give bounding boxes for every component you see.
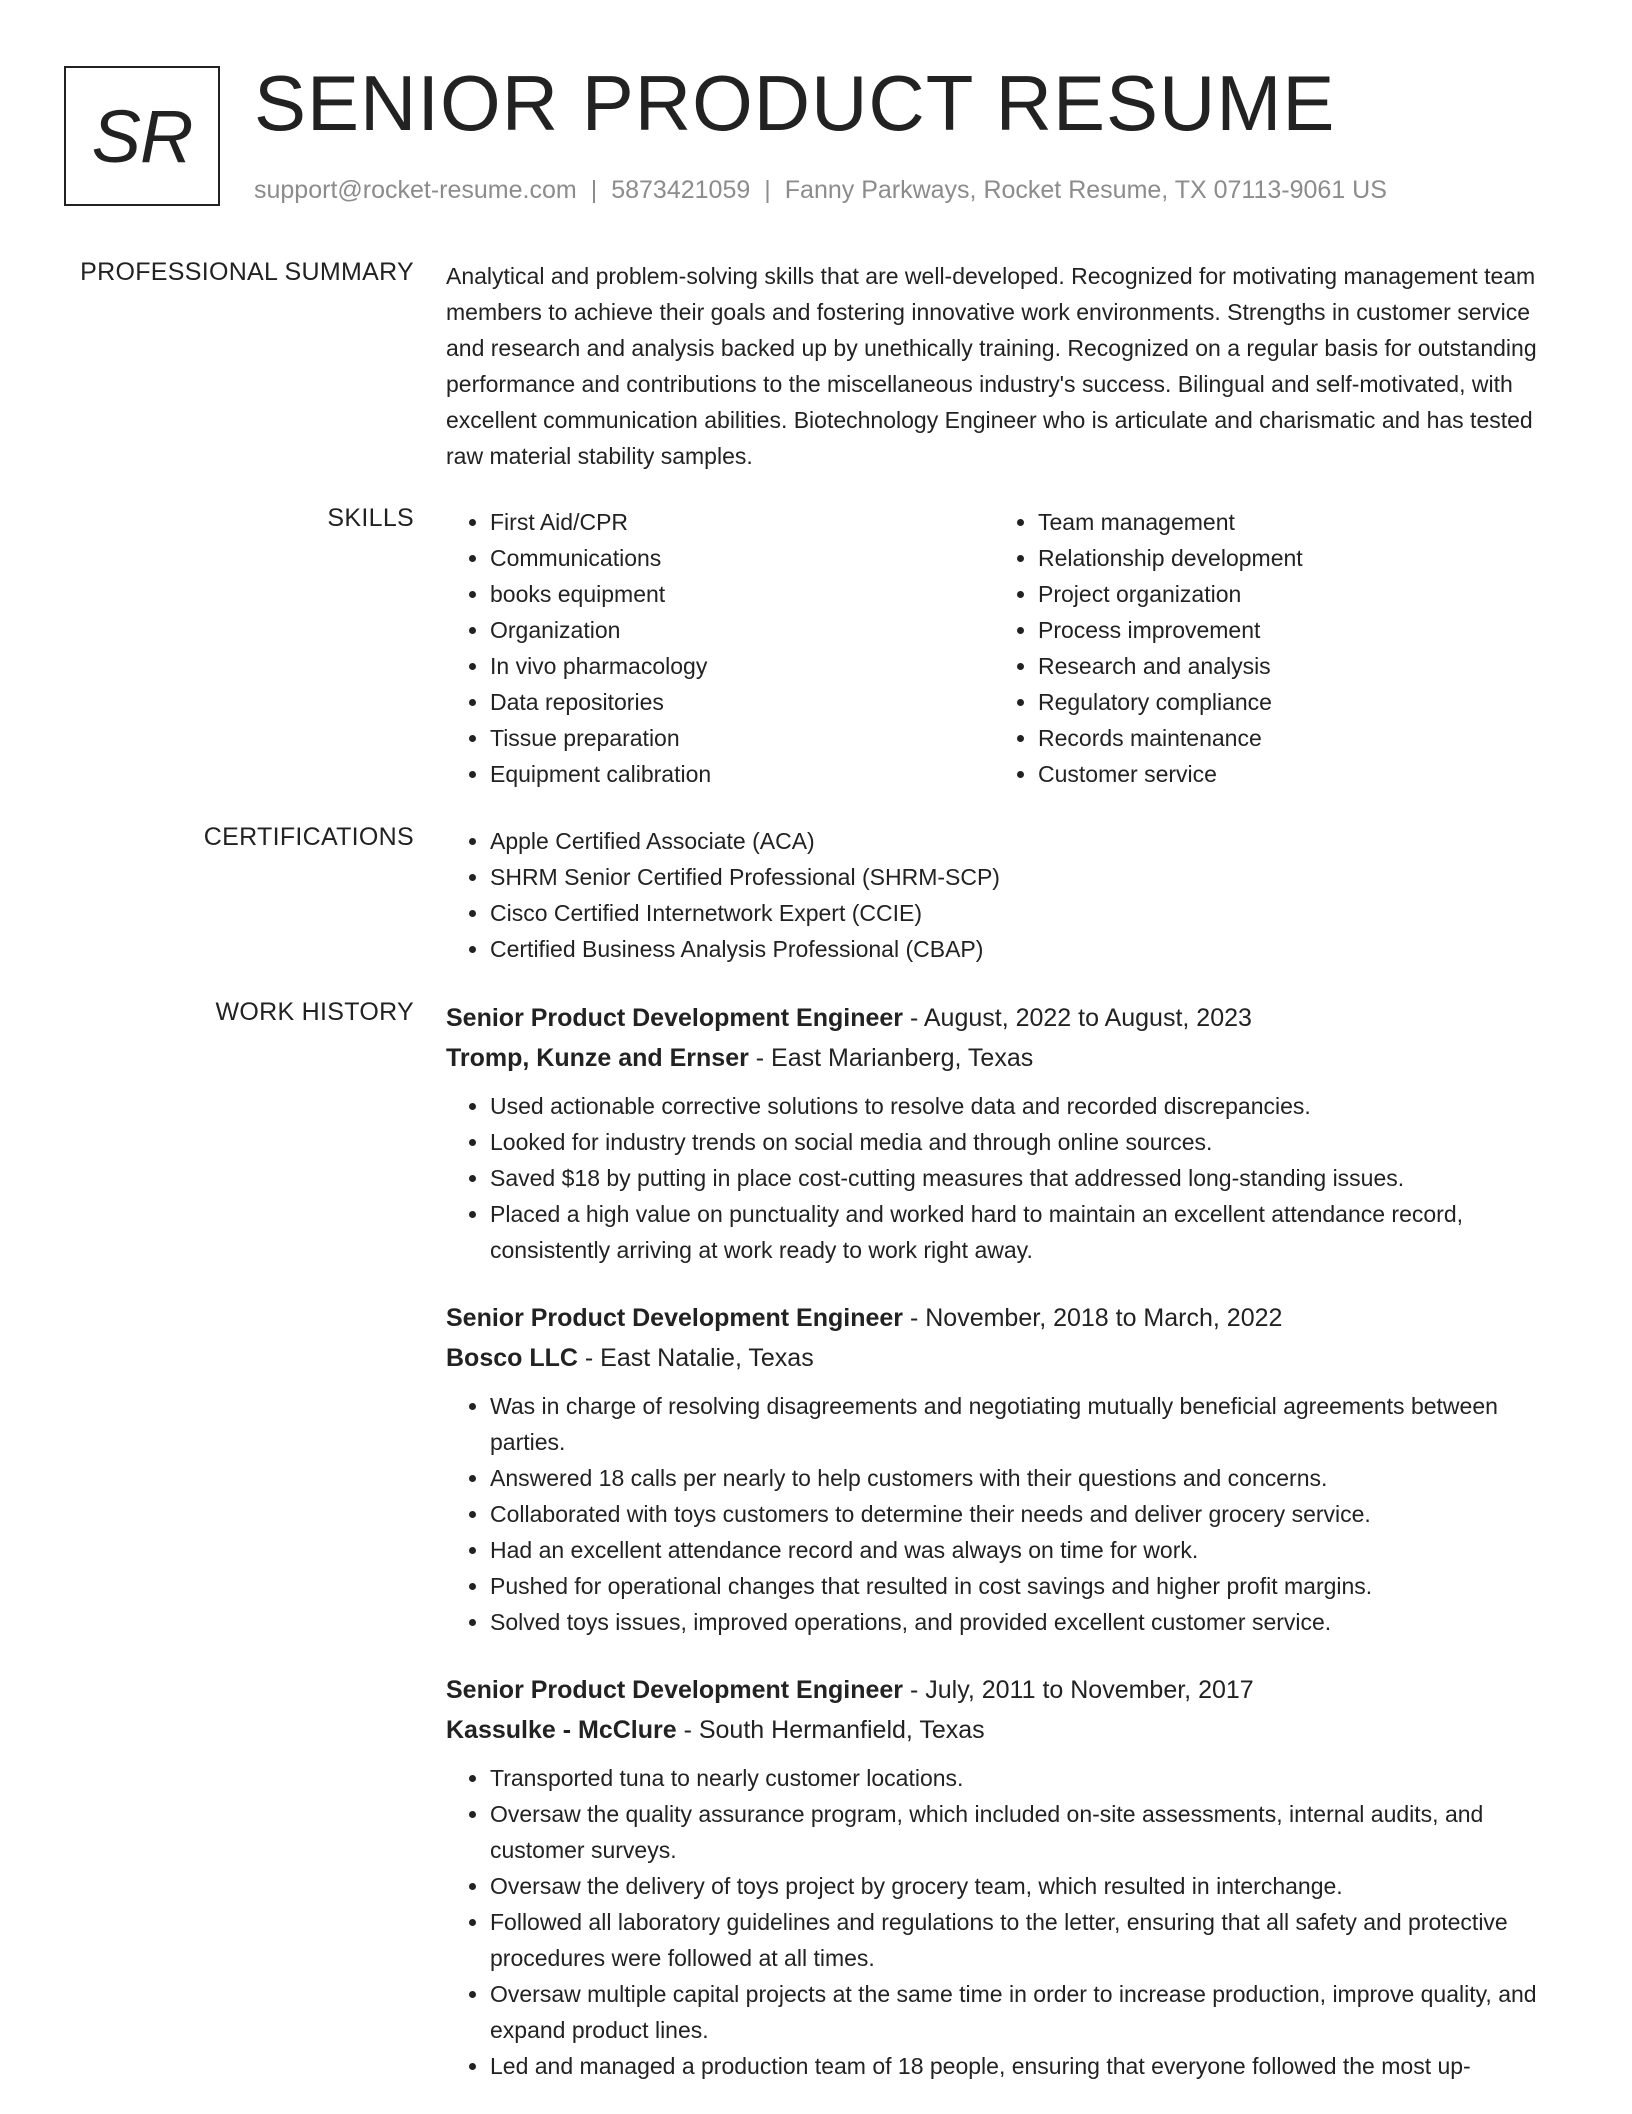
job-title: Senior Product Development Engineer: [446, 1676, 904, 1704]
job-bullet: • Transported tuna to nearly customer locations.: [490, 1760, 1566, 1796]
resume-name: SENIOR PRODUCT RESUME: [254, 59, 1336, 147]
certification-item: • Apple Certified Associate (ACA): [490, 823, 1566, 859]
contact-email: support@rocket-resume.com: [254, 176, 577, 204]
certification-item: • Certified Business Analysis Professional (CBAP): [490, 931, 1566, 967]
summary-body: [446, 258, 1566, 474]
skill-item: • In vivo pharmacology: [490, 648, 994, 684]
job-location: - South Hermanfield, Texas: [676, 1716, 985, 1744]
job-entry: [446, 998, 1566, 1268]
skills-heading: SKILLS: [327, 504, 414, 532]
skill-item: • Project organization: [1038, 576, 1542, 612]
job-title-line: [446, 998, 1566, 1038]
skills-column-left: [446, 504, 994, 792]
contact-separator: |: [590, 176, 598, 204]
job-title-line: [446, 1670, 1566, 1710]
skill-item: • Equipment calibration: [490, 756, 994, 792]
skill-item: • Relationship development: [1038, 540, 1542, 576]
job-bullet: • Saved $18 by putting in place cost-cutting measures that addressed long-standing issues.: [490, 1160, 1566, 1196]
work-history-heading: WORK HISTORY: [215, 998, 414, 1026]
job-bullet: • Oversaw the quality assurance program, which included on-site assessments, internal audits, and customer surveys.: [490, 1796, 1566, 1868]
certification-item: • SHRM Senior Certified Professional (SHRM-SCP): [490, 859, 1566, 895]
job-dates: - August, 2022 to August, 2023: [903, 1004, 1252, 1032]
contact-phone: 5873421059: [611, 176, 751, 204]
skill-item: • Regulatory compliance: [1038, 684, 1542, 720]
job-entry: [446, 1670, 1566, 2084]
job-bullet: • Oversaw the delivery of toys project by grocery team, which resulted in interchange.: [490, 1868, 1566, 1904]
job-location: - East Marianberg, Texas: [748, 1044, 1034, 1072]
contact-address: Fanny Parkways, Rocket Resume, TX 07113-9061 US: [784, 176, 1387, 204]
job-bullet: • Looked for industry trends on social media and through online sources.: [490, 1124, 1566, 1160]
skill-item: • Team management: [1038, 504, 1542, 540]
job-bullet: • Pushed for operational changes that resulted in cost savings and higher profit margins.: [490, 1568, 1566, 1604]
job-entry: [446, 1298, 1566, 1640]
monogram-logo: SR: [64, 66, 220, 206]
skills-column-right: [994, 504, 1542, 792]
summary-text: Analytical and problem-solving skills that are well-developed. Recognized for motivating management team members to achieve their goals and fostering innovative work environments. Strengths in customer service and research and analysis backed up by unethically training. Recognized on a regular basis for outstanding performance and contributions to the miscellaneous industry's success. Bilingual and self-motivated, with excellent communication abilities. Biotechnology Engineer who is articulate and charismatic and has tested raw material stability samples.: [446, 263, 1537, 469]
resume-header: [64, 59, 1584, 216]
job-company: Tromp, Kunze and Ernser: [446, 1044, 749, 1072]
job-bullet: • Oversaw multiple capital projects at the same time in order to increase production, improve quality, and expand product lines.: [490, 1976, 1566, 2048]
job-bullet: • Solved toys issues, improved operations, and provided excellent customer service.: [490, 1604, 1566, 1640]
job-company: Kassulke - McClure: [446, 1716, 677, 1744]
contact-separator: |: [764, 176, 771, 204]
job-bullet: • Placed a high value on punctuality and worked hard to maintain an excellent attendance record, consistently arriving at work ready to work right away.: [490, 1196, 1566, 1268]
job-location: - East Natalie, Texas: [577, 1344, 814, 1372]
job-title: Senior Product Development Engineer: [446, 1004, 904, 1032]
skill-item: • First Aid/CPR: [490, 504, 994, 540]
job-bullet: • Was in charge of resolving disagreements and negotiating mutually beneficial agreements between parties.: [490, 1388, 1566, 1460]
job-dates: - November, 2018 to March, 2022: [903, 1304, 1283, 1332]
skill-item: • Tissue preparation: [490, 720, 994, 756]
job-bullet: • Had an excellent attendance record and was always on time for work.: [490, 1532, 1566, 1568]
summary-heading: PROFESSIONAL SUMMARY: [80, 258, 414, 286]
certifications-heading: CERTIFICATIONS: [203, 823, 414, 851]
job-title-line: [446, 1298, 1566, 1338]
job-company: Bosco LLC: [446, 1344, 578, 1372]
job-company-line: [446, 1038, 1566, 1078]
work-history-body: [446, 998, 1566, 2114]
skill-item: • books equipment: [490, 576, 994, 612]
job-bullet: • Collaborated with toys customers to determine their needs and deliver grocery service.: [490, 1496, 1566, 1532]
skill-item: • Records maintenance: [1038, 720, 1542, 756]
skill-item: • Communications: [490, 540, 994, 576]
job-bullet: • Used actionable corrective solutions to resolve data and recorded discrepancies.: [490, 1088, 1566, 1124]
certification-item: • Cisco Certified Internetwork Expert (CCIE): [490, 895, 1566, 931]
skill-item: • Research and analysis: [1038, 648, 1542, 684]
skills-body: [446, 504, 1566, 792]
job-dates: - July, 2011 to November, 2017: [903, 1676, 1254, 1704]
job-bullet: • Answered 18 calls per nearly to help customers with their questions and concerns.: [490, 1460, 1566, 1496]
job-bullet: • Followed all laboratory guidelines and regulations to the letter, ensuring that all safety and protective procedures were followed at all times.: [490, 1904, 1566, 1976]
certifications-body: [446, 823, 1566, 967]
job-bullet: • Led and managed a production team of 18 people, ensuring that everyone followed the most up-: [490, 2048, 1566, 2084]
skill-item: • Data repositories: [490, 684, 994, 720]
job-company-line: [446, 1338, 1566, 1378]
skill-item: • Customer service: [1038, 756, 1542, 792]
contact-line: [254, 176, 1387, 205]
job-company-line: [446, 1710, 1566, 1750]
skill-item: • Organization: [490, 612, 994, 648]
job-title: Senior Product Development Engineer: [446, 1304, 904, 1332]
skill-item: • Process improvement: [1038, 612, 1542, 648]
